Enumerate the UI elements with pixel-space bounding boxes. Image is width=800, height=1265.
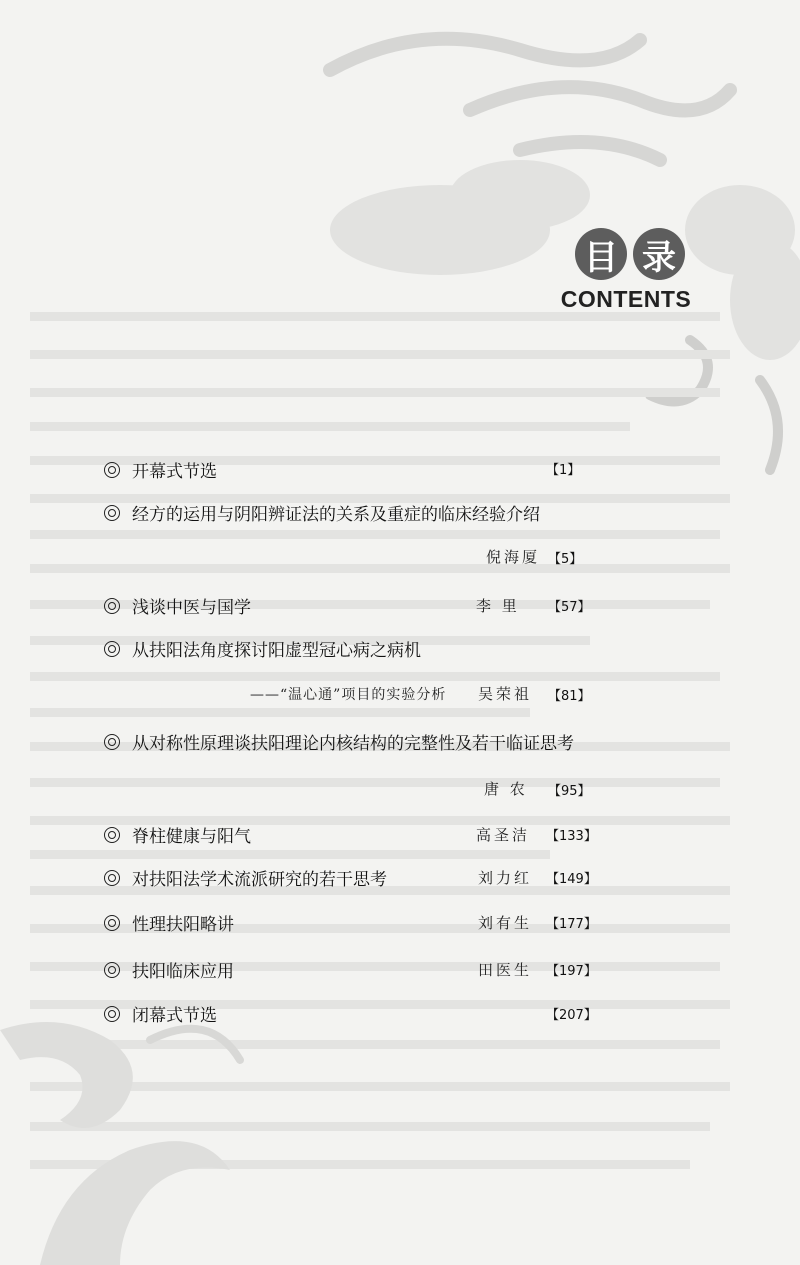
entry-title: 从扶阳法角度探讨阳虚型冠心病之病机 <box>132 641 421 661</box>
toc-entry[interactable] <box>104 869 604 897</box>
author: 田医生 <box>478 961 533 979</box>
author: 吴荣祖 <box>478 685 533 703</box>
double-circle-bullet-icon <box>104 870 120 886</box>
double-circle-bullet-icon <box>104 734 120 750</box>
entry-title: 浅谈中医与国学 <box>132 598 251 618</box>
entry-title: 扶阳临床应用 <box>132 962 234 982</box>
toc-entry[interactable] <box>104 826 604 854</box>
page-number: 【197】 <box>546 964 597 979</box>
toc-entry[interactable] <box>104 597 604 625</box>
double-circle-bullet-icon <box>104 962 120 978</box>
toc-entry[interactable] <box>104 1005 604 1033</box>
author: 高圣洁 <box>476 826 531 844</box>
double-circle-bullet-icon <box>104 598 120 614</box>
toc-entry[interactable] <box>104 961 604 989</box>
entry-title: 闭幕式节选 <box>132 1006 217 1026</box>
entry-title: 经方的运用与阴阳辨证法的关系及重症的临床经验介绍 <box>132 505 540 525</box>
author: 唐 农 <box>484 780 528 798</box>
title-char-2: 录 <box>633 228 685 280</box>
author: 刘有生 <box>478 914 533 932</box>
entry-title: 对扶阳法学术流派研究的若干思考 <box>132 870 387 890</box>
title-char-1: 目 <box>575 228 627 280</box>
toc-entry[interactable] <box>104 504 604 567</box>
page-number: 【57】 <box>548 600 591 615</box>
entry-subtitle: ——“温心通”项目的实验分析 <box>250 687 447 703</box>
page-number: 【1】 <box>546 463 581 478</box>
double-circle-bullet-icon <box>104 505 120 521</box>
page-number: 【5】 <box>548 552 583 567</box>
page-number: 【133】 <box>546 829 597 844</box>
author: 刘力红 <box>478 869 533 887</box>
page-number: 【207】 <box>546 1008 597 1023</box>
toc-entry[interactable] <box>104 733 604 799</box>
double-circle-bullet-icon <box>104 827 120 843</box>
page-number: 【149】 <box>546 872 597 887</box>
toc-entry[interactable] <box>104 640 604 704</box>
double-circle-bullet-icon <box>104 641 120 657</box>
entry-title: 脊柱健康与阳气 <box>132 827 251 847</box>
double-circle-bullet-icon <box>104 462 120 478</box>
page-number: 【81】 <box>548 689 591 704</box>
toc-entry[interactable] <box>104 461 604 489</box>
title-en: CONTENTS <box>560 286 692 312</box>
entry-title: 性理扶阳略讲 <box>132 915 234 935</box>
double-circle-bullet-icon <box>104 1006 120 1022</box>
entry-title: 开幕式节选 <box>132 462 217 482</box>
page-number: 【177】 <box>546 917 597 932</box>
page-number: 【95】 <box>548 784 591 799</box>
toc-entry[interactable] <box>104 914 604 942</box>
author: 李 里 <box>476 597 520 615</box>
double-circle-bullet-icon <box>104 915 120 931</box>
author: 倪海厦 <box>486 548 541 566</box>
entry-title: 从对称性原理谈扶阳理论内核结构的完整性及若干临证思考 <box>132 734 574 754</box>
